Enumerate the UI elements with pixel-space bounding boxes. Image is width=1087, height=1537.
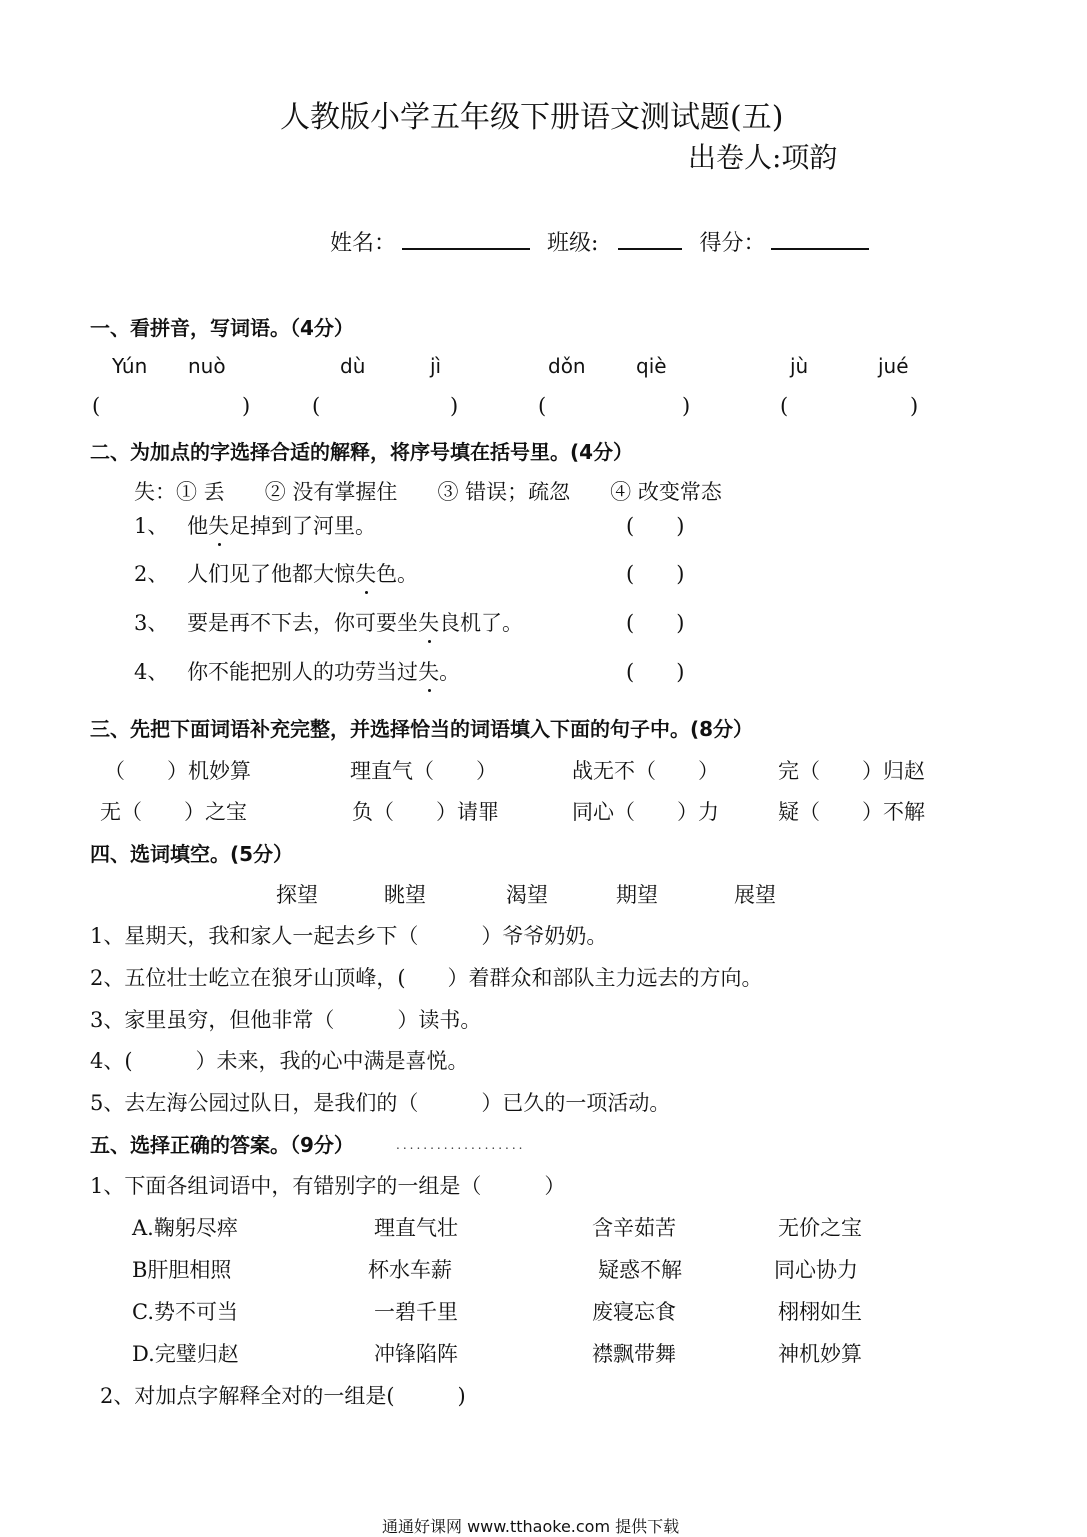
s4-sentence-4: 4、( ）未来，我的心中满是喜悦。 (90, 1049, 469, 1073)
footer-source: 通通好课网 www.tthaoke.com 提供下载 (382, 1517, 680, 1536)
choice-b-1: B肝胆相照 (132, 1258, 232, 1282)
pinyin-8: jué (878, 354, 909, 378)
s5-question-2: 2、对加点字解释全对的一组是( ) (100, 1384, 466, 1408)
pinyin-4: jì (430, 354, 442, 378)
s2-item-4 (134, 656, 460, 686)
answer-paren-close-1: ) (242, 394, 251, 418)
word-choice-3: 渴望 (506, 883, 548, 907)
s2-answer-4[interactable]: ( ) (626, 660, 685, 684)
idiom-2: 理直气（ ） (350, 759, 497, 783)
section-1-heading: 一、看拼音，写词语。（4分） (90, 316, 354, 340)
class-field[interactable] (618, 226, 682, 250)
item-text: 你不能把别人的功劳当过失。 (187, 660, 460, 684)
dotted-leader: ................... (396, 1138, 526, 1152)
definition-options: 失：① 丢 ② 没有掌握住 ③ 错误；疏忽 ④ 改变常态 (134, 480, 722, 504)
section-4-heading: 四、选词填空。(5分） (90, 842, 294, 866)
idiom-3: 战无不（ ） (572, 759, 719, 783)
s2-answer-3[interactable]: ( ) (626, 611, 685, 635)
answer-paren-close-2: ) (450, 394, 459, 418)
score-field[interactable] (771, 226, 869, 250)
s4-sentence-5: 5、去左海公园过队日，是我们的（ ）已久的一项活动。 (90, 1091, 671, 1115)
idiom-8: 疑（ ）不解 (778, 800, 925, 824)
s2-item-3 (134, 607, 523, 637)
answer-paren-open-3: ( (538, 394, 547, 418)
item-number: 1、 (134, 514, 169, 538)
item-text: 他失足掉到了河里。 (187, 514, 376, 538)
choice-a-4: 无价之宝 (778, 1216, 862, 1240)
score-label: 得分： (699, 231, 766, 256)
answer-paren-close-4: ) (910, 394, 919, 418)
idiom-1: （ ）机妙算 (104, 759, 251, 783)
choice-d-4: 神机妙算 (778, 1342, 862, 1366)
idiom-6: 负（ ）请罪 (352, 800, 499, 824)
item-number: 3、 (134, 611, 169, 635)
item-text: 要是再不下去，你可要坐失良机了。 (187, 611, 523, 635)
choice-b-2: 杯水车薪 (368, 1258, 452, 1282)
s2-item-2 (134, 558, 418, 588)
page-title: 人教版小学五年级下册语文测试题(五) (280, 100, 784, 135)
choice-c-1: C.势不可当 (132, 1300, 238, 1324)
pinyin-3: dù (340, 354, 366, 378)
pinyin-2: nuò (188, 354, 226, 378)
s5-question-1: 1、下面各组词语中，有错别字的一组是（ ） (90, 1174, 566, 1198)
s2-item-1 (134, 510, 376, 540)
idiom-4: 完（ ）归赵 (778, 759, 925, 783)
s2-answer-2[interactable]: ( ) (626, 562, 685, 586)
word-choice-5: 展望 (734, 883, 776, 907)
choice-c-4: 栩栩如生 (778, 1300, 862, 1324)
answer-paren-close-3: ) (682, 394, 691, 418)
pinyin-1: Yún (112, 354, 148, 378)
choice-d-3: 襟飘带舞 (592, 1342, 676, 1366)
class-label: 班级: (547, 231, 599, 256)
choice-a-3: 含辛茹苦 (592, 1216, 676, 1240)
pinyin-7: jù (790, 354, 809, 378)
answer-paren-open-4: ( (780, 394, 789, 418)
item-text: 人们见了他都大惊失色。 (187, 562, 418, 586)
section-5-heading: 五、选择正确的答案。（9分） (90, 1133, 354, 1157)
choice-b-3: 疑惑不解 (598, 1258, 682, 1282)
word-choice-4: 期望 (616, 883, 658, 907)
section-3-heading: 三、先把下面词语补充完整，并选择恰当的词语填入下面的句子中。(8分） (90, 717, 754, 741)
answer-paren-open-1: ( (92, 394, 101, 418)
choice-d-1: D.完璧归赵 (132, 1342, 239, 1366)
s4-sentence-3: 3、家里虽穷，但他非常（ ）读书。 (90, 1008, 482, 1032)
idiom-5: 无（ ）之宝 (100, 800, 247, 824)
dotted-char: 失 (208, 510, 229, 540)
choice-d-2: 冲锋陷阵 (374, 1342, 458, 1366)
s4-sentence-2: 2、五位壮士屹立在狼牙山顶峰，( ）着群众和部队主力远去的方向。 (90, 966, 763, 990)
author-line: 出卷人:项韵 (688, 141, 838, 174)
section-2-heading: 二、为加点的字选择合适的解释，将序号填在括号里。(4分） (90, 440, 634, 464)
name-label: 姓名： (330, 231, 397, 256)
dotted-char: 失 (355, 558, 376, 588)
student-info-row (330, 226, 875, 257)
choice-c-2: 一碧千里 (374, 1300, 458, 1324)
choice-a-1: A.鞠躬尽瘁 (132, 1216, 238, 1240)
choice-c-3: 废寝忘食 (592, 1300, 676, 1324)
name-field[interactable] (402, 226, 530, 250)
answer-paren-open-2: ( (312, 394, 321, 418)
pinyin-6: qiè (636, 354, 667, 378)
dotted-char: 失 (418, 656, 439, 686)
word-choice-1: 探望 (276, 883, 318, 907)
s2-answer-1[interactable]: ( ) (626, 514, 685, 538)
item-number: 2、 (134, 562, 169, 586)
word-choice-2: 眺望 (384, 883, 426, 907)
s4-sentence-1: 1、星期天，我和家人一起去乡下（ ）爷爷奶奶。 (90, 924, 608, 948)
pinyin-5: dǒn (548, 354, 586, 378)
item-number: 4、 (134, 660, 169, 684)
choice-b-4: 同心协力 (774, 1258, 858, 1282)
idiom-7: 同心（ ）力 (572, 800, 719, 824)
dotted-char: 失 (418, 607, 439, 637)
choice-a-2: 理直气壮 (374, 1216, 458, 1240)
